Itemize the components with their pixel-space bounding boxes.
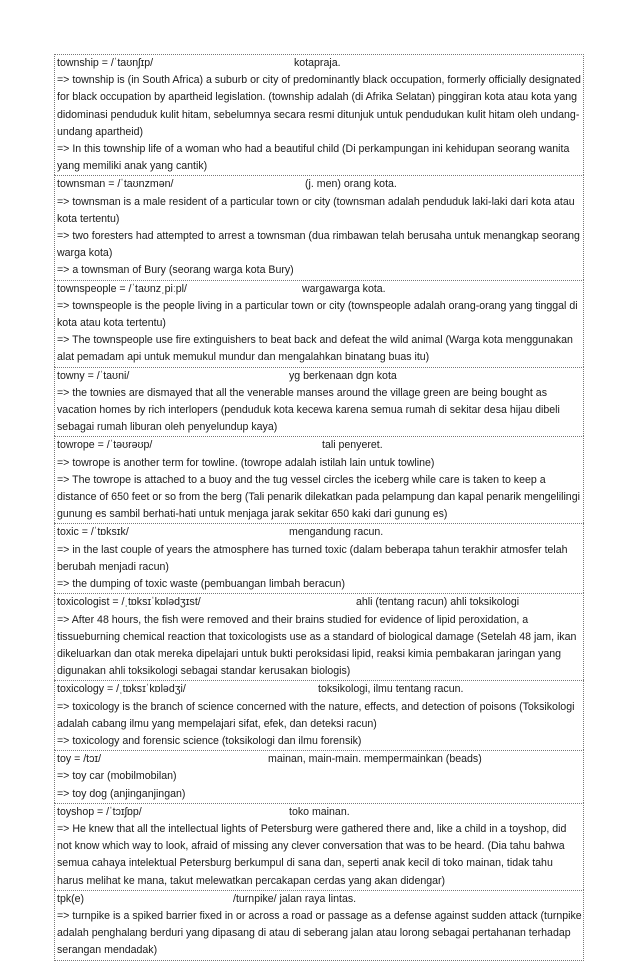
entry-toy: [54, 750, 584, 803]
entry-headline: [57, 368, 582, 385]
headword: townsman = /ˈtaʊnzmən/: [57, 178, 174, 191]
example-line: => toxicology and forensic science (toksikologi dan ilmu forensik): [57, 734, 362, 747]
definition: ahli (tentang racun) ahli toksikologi: [356, 596, 520, 609]
example-line: => toy car (mobilmobilan): [57, 770, 177, 783]
entry-headline: [57, 751, 582, 768]
headword: toxic = /ˈtɒksɪk/: [57, 526, 129, 539]
example-line: => in the last couple of years the atmosphere has turned toxic (dalam beberapa tahun terakhir atmosfer telah berubah menjadi racun): [57, 543, 568, 573]
dictionary-page: [54, 54, 584, 961]
entry-townsman: [54, 175, 584, 279]
definition: (j. men) orang kota.: [305, 178, 397, 191]
headword: toyshop = /ˈtɔɪʃɒp/: [57, 805, 142, 818]
headword: townspeople = /ˈtaʊnzˌpiːpl/: [57, 282, 187, 295]
definition: /turnpike/ jalan raya lintas.: [233, 892, 357, 905]
entry-townspeople: [54, 280, 584, 367]
headword: toxicologist = /ˌtɒksɪˈkɒlədʒɪst/: [57, 596, 201, 609]
example-line: => towrope is another term for towline. (towrope adalah istilah lain untuk towline): [57, 456, 435, 469]
example-line: => toy dog (anjinganjingan): [57, 787, 186, 800]
example-line: => townsman is a male resident of a particular town or city (townsman adalah penduduk laki-laki dari kota atau kota tertentu): [57, 195, 575, 225]
entry-towrope: [54, 436, 584, 523]
definition: toko mainan.: [289, 805, 350, 818]
definition: mengandung racun.: [289, 526, 384, 539]
example-line: => toxicology is the branch of science concerned with the nature, effects, and detection of poisons (Toksikologi adalah cabang ilmu yang mempelajari sifat, efek, dan deteksi racun): [57, 700, 575, 730]
entry-headline: [57, 891, 582, 908]
entry-headline: [57, 594, 582, 611]
entry-headline: [57, 524, 582, 541]
example-line: => In this township life of a woman who had a beautiful child (Di perkampungan ini kehidupan seorang wanita yang memiliki anak yang cantik): [57, 143, 570, 173]
entry-toxic: [54, 523, 584, 593]
entry-headline: [57, 55, 582, 72]
example-line: => The towrope is attached to a buoy and the tug vessel circles the iceberg while care is taken to keep a distance of 650 feet or so from the berg (Tali penarik dilekatkan pada pelampung dan kapal penarik mengelilingi gunung es sambil berhati-hati untuk menjaga jarak sekitar 650 kaki dari gunung es): [57, 473, 580, 521]
headword: towrope = /ˈtəʊrəʊp/: [57, 439, 153, 452]
headword: towny = /ˈtaʊni/: [57, 369, 130, 382]
definition: toksikologi, ilmu tentang racun.: [318, 683, 464, 696]
entry-headline: [57, 176, 582, 193]
example-line: => After 48 hours, the fish were removed and their brains studied for evidence of lipid peroxidation, a tissueburning chemical reaction that toxicologists use as a standard of biological damage (Setelah 48 jam, ikan dikeluarkan dan otak mereka dipelajari untuk bukti peroksidasi lipid, reaksi kimia pembakaran jaringan yang digunakan ahli toksikologi sebagai standar kerusakan biologis): [57, 613, 577, 678]
example-line: => the dumping of toxic waste (pembuangan limbah beracun): [57, 578, 345, 591]
entry-towny: [54, 367, 584, 437]
example-line: => a townsman of Bury (seorang warga kota Bury): [57, 264, 294, 277]
example-line: => turnpike is a spiked barrier fixed in or across a road or passage as a defense against sudden attack (turnpike adalah penghalang berduri yang dipasang di atau di seberang jalan atau lorong sebagai pertahanan terhadap serangan mendadak): [57, 909, 582, 957]
example-line: => two foresters had attempted to arrest a townsman (dua rimbawan telah berusaha untuk menangkap seorang warga kota): [57, 230, 580, 260]
example-line: => The townspeople use fire extinguishers to beat back and defeat the wild animal (Warga kota menggunakan alat pemadam api untuk memukul mundur dan mengalahkan binatang buas itu): [57, 334, 573, 364]
definition: wargawarga kota.: [302, 282, 386, 295]
definition: kotapraja.: [294, 57, 341, 69]
entry-headline: [57, 681, 582, 698]
headword: toy = /tɔɪ/: [57, 753, 102, 766]
entry-headline: [57, 281, 582, 298]
definition: tali penyeret.: [322, 439, 383, 452]
example-line: => the townies are dismayed that all the venerable manses around the village green are being bought as vacation homes by rich interlopers (penduduk kota kecewa karena semua rumah di sekitar desa hijau dibeli sebagai rumah liburan oleh penyelundup kaya): [57, 386, 560, 434]
example-line: => township is (in South Africa) a suburb or city of predominantly black occupation, formerly officially designated for black occupation by apartheid legislation. (township adalah (di Afrika Selatan) pinggiran kota atau kota yang didominasi penduduk kulit hitam, sebelumnya secara resmi ditunjuk untuk pendudukan kulit hitam oleh undang-undang apartheid): [57, 74, 581, 138]
entry-tpke: [54, 890, 584, 961]
entry-toxicologist: [54, 593, 584, 680]
example-line: => townspeople is the people living in a particular town or city (townspeople adalah orang-orang yang tinggal di kota atau kota tertentu): [57, 299, 578, 330]
headword: tpk(e): [57, 892, 85, 905]
headword: toxicology = /ˌtɒksɪˈkɒlədʒi/: [57, 683, 186, 696]
headword: township = /ˈtaʊnʃɪp/: [57, 57, 154, 69]
entry-toxicology: [54, 680, 584, 750]
example-line: => He knew that all the intellectual lights of Petersburg were gathered there and, like a child in a toyshop, did not know which way to look, afraid of missing any clever conversation that was to be heard. (Dia tahu bahwa semua cahaya intelektual Petersburg berkumpul di sana dan, seperti anak kecil di toko mainan, tidak tahu harus melihat ke mana, takut melewatkan percakapan cerdas yang akan didengar): [57, 822, 567, 887]
entry-toyshop: [54, 803, 584, 890]
definition: yg berkenaan dgn kota: [289, 369, 397, 382]
definition: mainan, main-main. mempermainkan (beads): [268, 753, 482, 766]
entry-headline: [57, 437, 582, 454]
entry-township: [54, 54, 584, 175]
entry-headline: [57, 804, 582, 821]
